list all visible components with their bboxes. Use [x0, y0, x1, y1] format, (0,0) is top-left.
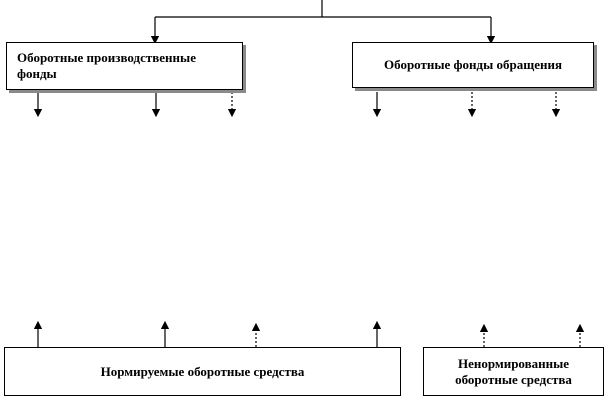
non-normalized-assets-box [423, 347, 604, 396]
normalized-assets-box [4, 347, 401, 396]
production-funds-label: Оборотные производственные фонды [17, 50, 196, 81]
production-funds-box [6, 42, 243, 90]
circulation-funds-box [352, 42, 594, 88]
normalized-assets-label: Нормируемые оборотные средства [100, 363, 305, 379]
circulation-funds-label: Оборотные фонды обращения [384, 57, 562, 72]
non-normalized-assets-label: Ненормированные оборотные средства [455, 355, 572, 387]
